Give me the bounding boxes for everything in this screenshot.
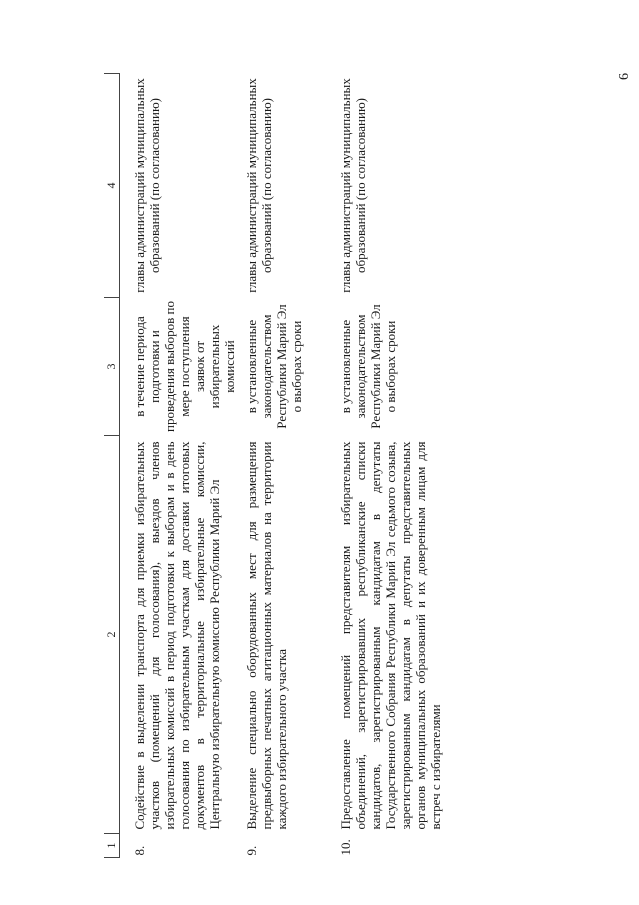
- row-term: в установленные законодательством Республики Марий Эл о выборах сроки: [338, 304, 398, 429]
- row-term: в установленные законодательством Республики Марий Эл о выборах сроки: [244, 304, 304, 429]
- row-number: 8.: [132, 845, 147, 856]
- row-responsible: главы администраций муниципальных образований (по согласованию): [244, 78, 274, 293]
- table-header-row: [104, 74, 120, 858]
- row-responsible: главы администраций муниципальных образований (по согласованию): [132, 78, 162, 293]
- table-row: [120, 74, 241, 858]
- row-number: 9.: [244, 845, 259, 856]
- header-col-1: 1: [104, 834, 120, 858]
- row-term: в течение периода подготовки и проведения выборов по мере поступления заявок от избирательных комиссий: [132, 301, 237, 432]
- header-col-2: 2: [104, 436, 120, 834]
- row-description: Содействие в выделении транспорта для приемки избирательных участков (помещений для голосования), выездов членов избирательных комиссий в период подготовки к выборам и в день голосования по избирательным участкам для доставки итоговых документов в территориальные избирательные комиссии, Центральную избирательную комиссию Республики Марий Эл: [132, 441, 222, 830]
- page-number: 6: [617, 73, 632, 80]
- table-row: [240, 74, 334, 858]
- row-description: Выделение специально оборудованных мест для размещения предвыборных печатных агитационных материалов на территории каждого избирательного участка: [244, 441, 289, 830]
- table-row: [334, 74, 478, 858]
- events-table: [104, 73, 478, 858]
- row-responsible: главы администраций муниципальных образований (по согласованию): [338, 78, 368, 293]
- rotated-table-sheet: [104, 74, 476, 858]
- row-description: Предоставление помещений представителям избирательных объединений, зарегистрировавших республиканские списки кандидатов, зарегистрированным кандидатам в депутаты Государственного Собрания Республики Марий Эл седьмого созыва, зарегистрированным кандидатам в депутаты представительных органов муниципальных образований и их доверенным лицам для встреч с избирателями: [338, 441, 443, 830]
- row-number: 10.: [338, 839, 353, 856]
- header-col-4: 4: [104, 74, 120, 298]
- header-col-3: 3: [104, 298, 120, 436]
